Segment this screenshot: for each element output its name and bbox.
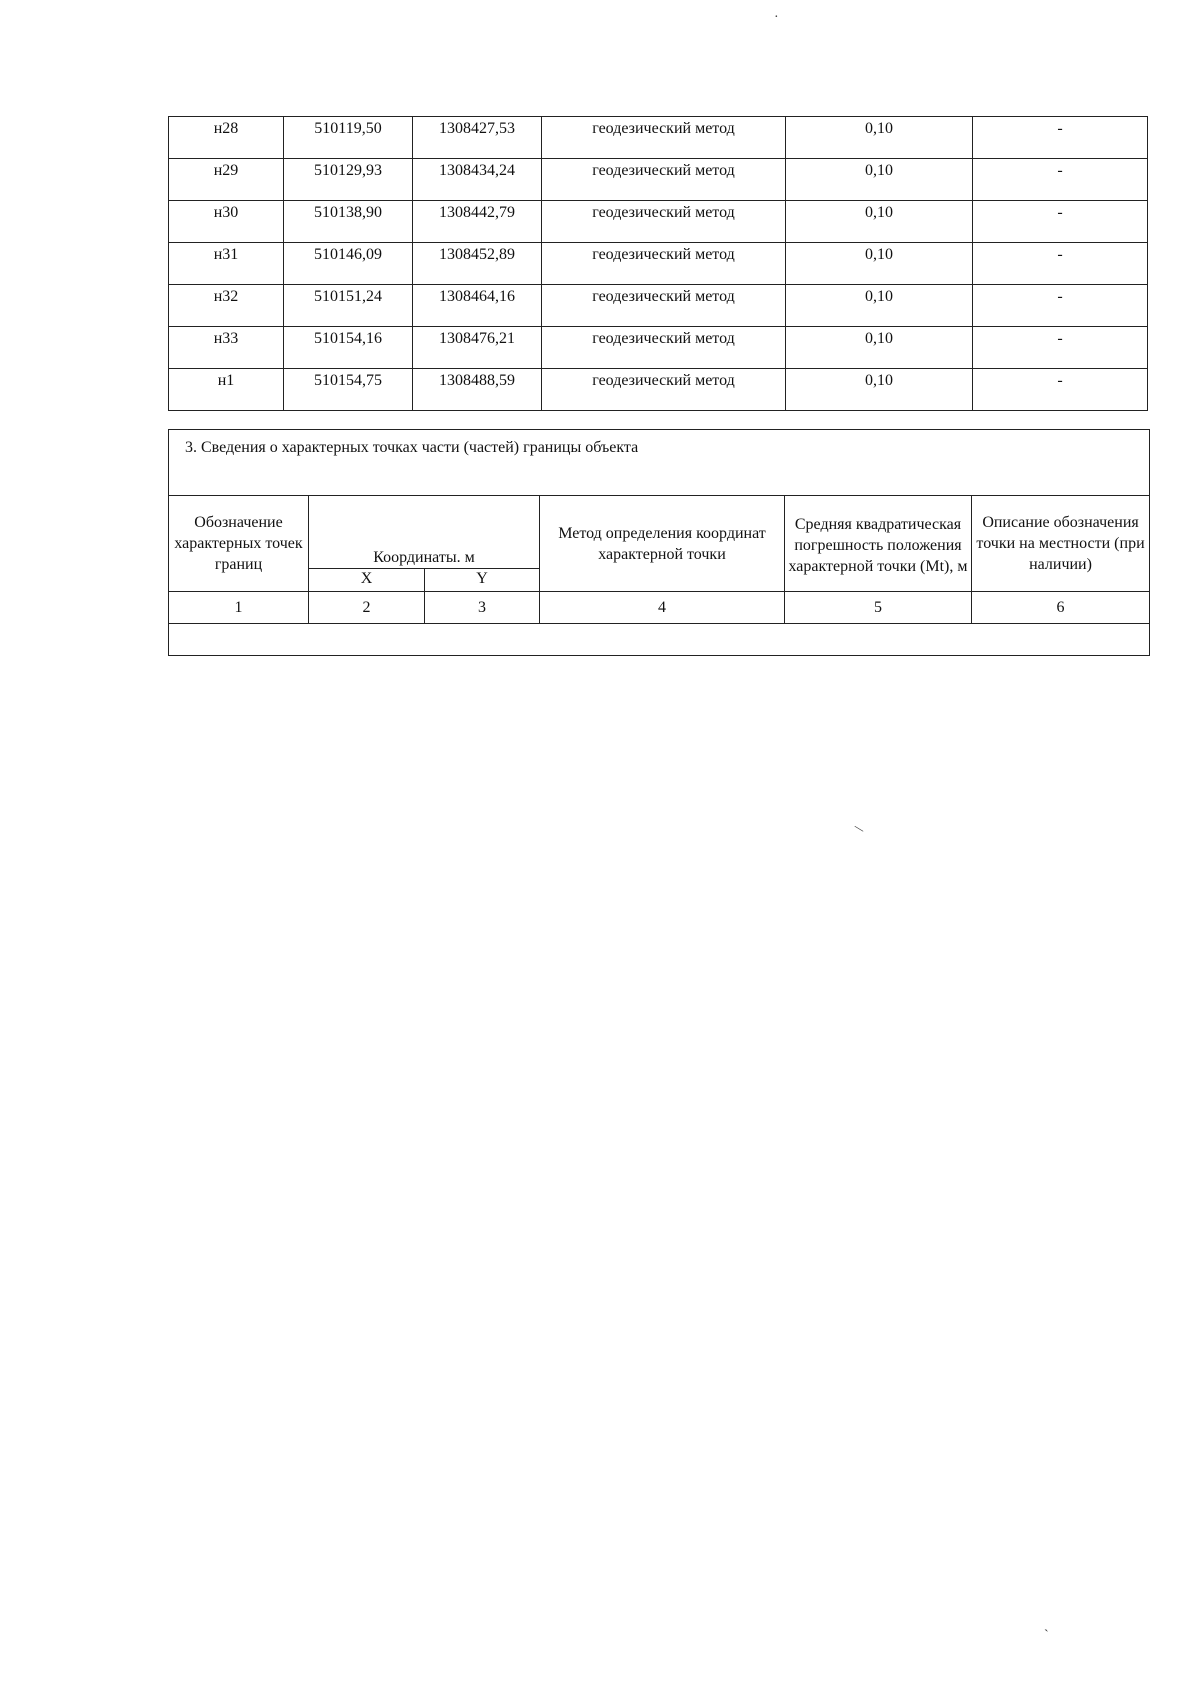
- description-cell: -: [973, 369, 1148, 411]
- method-cell: геодезический метод: [542, 327, 786, 369]
- point-name-cell: н33: [169, 327, 284, 369]
- description-cell: -: [973, 201, 1148, 243]
- mt-cell: 0,10: [786, 243, 973, 285]
- table-row: [169, 159, 1148, 201]
- table-row: [169, 327, 1148, 369]
- x-coordinate-cell: 510154,75: [284, 369, 413, 411]
- method-cell: геодезический метод: [542, 117, 786, 159]
- header-y: Y: [425, 569, 540, 592]
- empty-data-row: [169, 624, 1150, 656]
- header-coordinates: Координаты. м: [309, 496, 540, 569]
- method-cell: геодезический метод: [542, 369, 786, 411]
- y-coordinate-cell: 1308442,79: [413, 201, 542, 243]
- header-x: X: [309, 569, 425, 592]
- y-coordinate-cell: 1308488,59: [413, 369, 542, 411]
- section3-title: 3. Сведения о характерных точках части (частей) границы объекта: [169, 430, 1150, 496]
- table-row: [169, 243, 1148, 285]
- method-cell: геодезический метод: [542, 159, 786, 201]
- column-number: 5: [785, 592, 972, 624]
- mt-cell: 0,10: [786, 285, 973, 327]
- column-number: 2: [309, 592, 425, 624]
- mt-cell: 0,10: [786, 369, 973, 411]
- point-name-cell: н29: [169, 159, 284, 201]
- method-cell: геодезический метод: [542, 243, 786, 285]
- x-coordinate-cell: 510129,93: [284, 159, 413, 201]
- y-coordinate-cell: 1308464,16: [413, 285, 542, 327]
- table-row: [169, 369, 1148, 411]
- x-coordinate-cell: 510154,16: [284, 327, 413, 369]
- boundary-points-table: [168, 116, 1148, 411]
- method-cell: геодезический метод: [542, 201, 786, 243]
- x-coordinate-cell: 510146,09: [284, 243, 413, 285]
- section3-table: [168, 429, 1150, 656]
- y-coordinate-cell: 1308452,89: [413, 243, 542, 285]
- point-name-cell: н28: [169, 117, 284, 159]
- table-row: [169, 201, 1148, 243]
- point-name-cell: н30: [169, 201, 284, 243]
- description-cell: -: [973, 243, 1148, 285]
- mt-cell: 0,10: [786, 117, 973, 159]
- column-number: 3: [425, 592, 540, 624]
- mt-cell: 0,10: [786, 327, 973, 369]
- header-method: Метод определения координат характерной точки: [540, 496, 785, 592]
- column-number: 6: [972, 592, 1150, 624]
- x-coordinate-cell: 510138,90: [284, 201, 413, 243]
- x-coordinate-cell: 510119,50: [284, 117, 413, 159]
- scan-speck: ˋ: [1044, 1628, 1049, 1643]
- point-name-cell: н31: [169, 243, 284, 285]
- description-cell: -: [973, 159, 1148, 201]
- table-row: [169, 285, 1148, 327]
- description-cell: -: [973, 327, 1148, 369]
- column-number: 4: [540, 592, 785, 624]
- header-description: Описание обозначения точки на местности (при наличии): [972, 496, 1150, 592]
- y-coordinate-cell: 1308434,24: [413, 159, 542, 201]
- header-designation: Обозначение характерных точек границ: [169, 496, 309, 592]
- description-cell: -: [973, 285, 1148, 327]
- scan-speck: \: [853, 822, 866, 837]
- point-name-cell: н32: [169, 285, 284, 327]
- mt-cell: 0,10: [786, 159, 973, 201]
- scan-speck: ·: [774, 10, 779, 25]
- y-coordinate-cell: 1308427,53: [413, 117, 542, 159]
- y-coordinate-cell: 1308476,21: [413, 327, 542, 369]
- x-coordinate-cell: 510151,24: [284, 285, 413, 327]
- header-mt: Средняя квадратическая погрешность положения характерной точки (Mt), м: [785, 496, 972, 592]
- method-cell: геодезический метод: [542, 285, 786, 327]
- point-name-cell: н1: [169, 369, 284, 411]
- table-row: [169, 117, 1148, 159]
- column-number: 1: [169, 592, 309, 624]
- mt-cell: 0,10: [786, 201, 973, 243]
- description-cell: -: [973, 117, 1148, 159]
